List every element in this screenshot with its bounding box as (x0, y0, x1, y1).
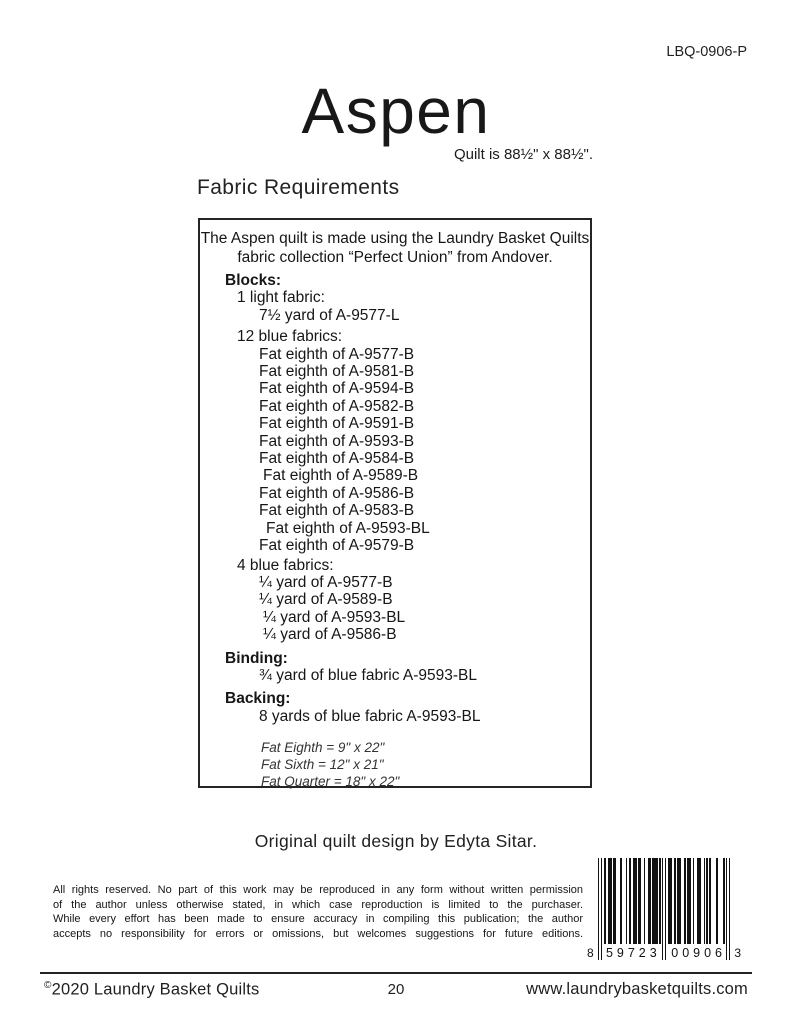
barcode-left-group: 59723 (605, 946, 661, 960)
legal-text (53, 883, 583, 941)
requirement-row: 12 blue fabrics: (237, 328, 343, 346)
barcode-left-digit: 8 (587, 946, 594, 960)
requirement-row: Fat eighth of A-9593-BL (266, 519, 430, 537)
barcode-left-group-strip (602, 944, 660, 960)
intro-line: fabric collection “Perfect Union” from Andover. (237, 248, 553, 266)
requirement-row: Fat eighth of A-9594-B (259, 380, 415, 398)
page-title: Aspen (301, 75, 491, 147)
fabric-requirements-box (198, 218, 592, 788)
requirement-row: Fat eighth of A-9582-B (259, 397, 415, 415)
requirement-row: ¼ yard of A-9586-B (263, 626, 397, 644)
quilt-size-text: Quilt is 88½" x 88½". (453, 146, 593, 163)
requirement-row: ¼ yard of A-9589-B (259, 591, 393, 609)
page-number: 20 (387, 981, 405, 998)
barcode-right-digit: 3 (734, 946, 741, 960)
requirement-row: Fat eighth of A-9586-B (259, 484, 415, 502)
requirement-row: Blocks: (225, 272, 281, 289)
requirement-row: 7½ yard of A-9577-L (259, 306, 400, 324)
requirement-row: Fat eighth of A-9581-B (259, 363, 415, 381)
requirement-row: Fat eighth of A-9579-B (259, 537, 415, 555)
requirement-row: Fat eighth of A-9589-B (263, 467, 419, 485)
product-code: LBQ-0906-P (666, 44, 747, 60)
requirements-list (200, 272, 590, 790)
fabric-requirements-heading: Fabric Requirements (197, 176, 400, 199)
requirement-row: Fat Eighth = 9" x 22" (261, 740, 385, 756)
barcode-right-group: 00906 (671, 946, 727, 960)
requirement-row: Backing: (225, 690, 291, 708)
requirement-row: Fat eighth of A-9591-B (259, 415, 415, 433)
requirement-row: Fat eighth of A-9593-B (259, 432, 415, 450)
requirement-row: ¼ yard of A-9577-B (259, 573, 393, 591)
requirement-row: 1 light fabric: (237, 289, 325, 307)
legal-line: All rights reserved. No part of this work may be reproduced in any form without written permission (53, 884, 583, 896)
website-link[interactable]: www.laundrybasketquilts.com (526, 980, 748, 998)
intro-line: The Aspen quilt is made using the Laundry Basket Quilts (200, 230, 590, 247)
legal-line: accepts no responsibility for errors or omissions, but welcomes suggestions for future editions. (53, 927, 583, 940)
copyright-text: ©2020 Laundry Basket Quilts (44, 980, 260, 999)
requirement-row: ¾ yard of blue fabric A-9593-BL (259, 666, 477, 684)
barcode-right-group-strip (667, 944, 725, 960)
requirement-row: Fat eighth of A-9584-B (259, 450, 415, 468)
requirement-row: Fat Quarter = 18" x 22" (261, 774, 400, 790)
legal-line: of the author unless otherwise stated, in which case reproduction is limited to the purchaser. (53, 898, 583, 911)
requirement-row: Fat eighth of A-9577-B (259, 345, 415, 363)
requirement-row: Fat Sixth = 12" x 21" (261, 757, 384, 773)
requirement-row: Binding: (225, 649, 288, 667)
footer-divider (40, 972, 752, 974)
copyright-symbol: © (44, 980, 52, 991)
requirement-row: ¼ yard of A-9593-BL (263, 608, 406, 626)
barcode (587, 858, 741, 960)
legal-line: While every effort has been made to ensure accuracy in compiling this publication; the author (53, 913, 583, 926)
design-credit: Original quilt design by Edyta Sitar. (254, 831, 538, 851)
intro-text (200, 230, 590, 267)
requirement-row: Fat eighth of A-9583-B (259, 502, 415, 520)
requirement-row: 8 yards of blue fabric A-9593-BL (259, 707, 481, 725)
requirement-row: 4 blue fabrics: (237, 556, 334, 574)
